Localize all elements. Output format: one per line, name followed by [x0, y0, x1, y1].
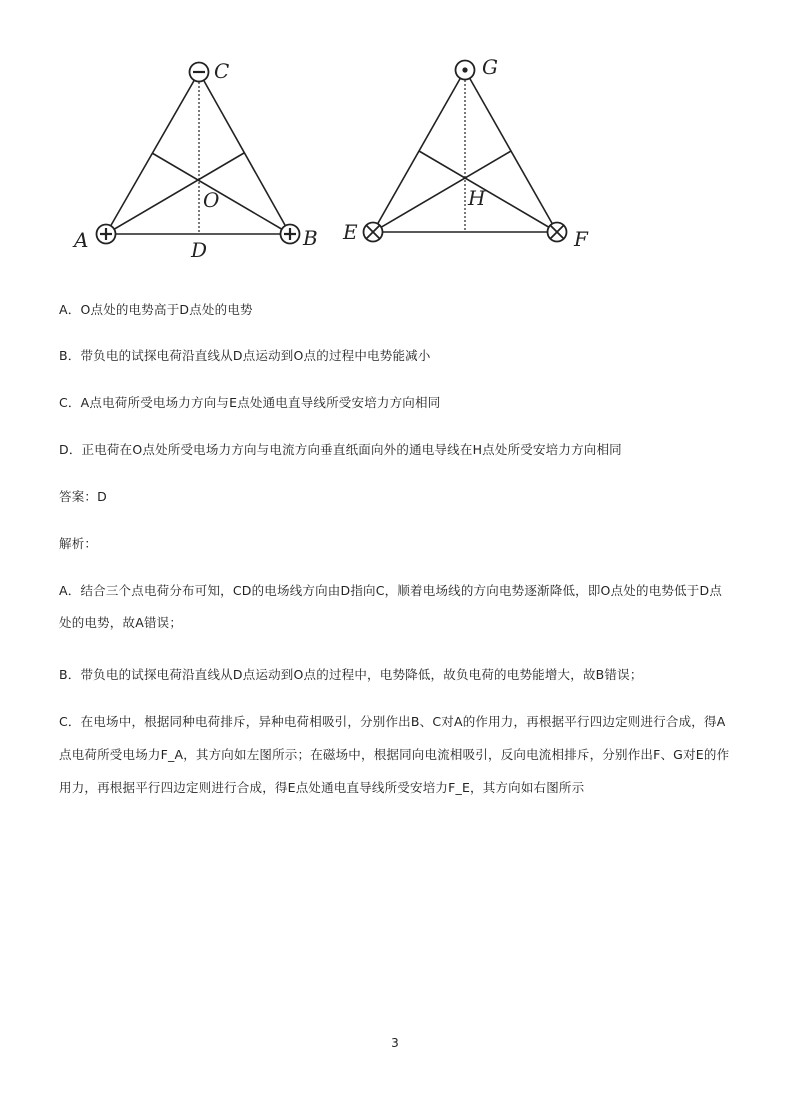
positive-charge-a	[97, 225, 116, 244]
analysis-a	[59, 575, 731, 639]
option-letter: D．	[59, 442, 82, 457]
label-a: A	[74, 228, 89, 252]
positive-charge-b	[281, 225, 300, 244]
answer: 答案：D	[59, 489, 107, 504]
option-a	[59, 294, 731, 326]
left-charge-triangle	[106, 72, 290, 234]
label-d: D	[191, 238, 208, 262]
analysis-text: 带负电的试探电荷沿直线从D点运动到O点的过程中，电势降低，故负电荷的电势能增大，故B错误；	[80, 667, 643, 682]
label-h: H	[468, 186, 486, 210]
median-f	[419, 151, 557, 232]
right-current-triangle	[373, 70, 557, 232]
label-c: C	[214, 59, 230, 83]
analysis-text: 结合三个点电荷分布可知，CD的电场线方向由D指向C，顺着电场线的方向电势逐渐降低，即O点处的电势低于D点处的电势，故A错误；	[59, 583, 723, 630]
analysis-text: 在电场中，根据同种电荷排斥，异种电荷相吸引，分别作出B、C对A的作用力，再根据平行四边定则进行合成，得A点电荷所受电场力F_A，其方向如左图所示；在磁场中，根据同向电流相吸引，反向电流相排斥，分别作出F、G对E的作用力，再根据平行四边定则进行合成，得E点处通电直导线所受安培力F_E，其方向如右图所示	[59, 714, 730, 795]
page-number: 3	[391, 1036, 399, 1050]
analysis-letter: B．	[59, 667, 81, 682]
analysis-b	[59, 659, 731, 691]
median-a	[106, 153, 244, 234]
analysis-label: 解析：	[59, 536, 98, 551]
option-text: O点处的电势高于D点处的电势	[80, 302, 253, 317]
option-text: 带负电的试探电荷沿直线从D点运动到O点的过程中电势能减小	[80, 348, 431, 363]
analysis-letter: A．	[59, 583, 81, 598]
label-b: B	[303, 226, 318, 250]
label-g: G	[482, 55, 498, 79]
physics-diagram	[60, 52, 620, 272]
analysis-letter: C．	[59, 714, 81, 729]
median-b	[152, 153, 290, 234]
option-c	[59, 387, 731, 419]
current-out-of-page-g	[456, 61, 475, 80]
option-text: 正电荷在O点处所受电场力方向与电流方向垂直纸面向外的通电导线在H点处所受安培力方向相同	[81, 442, 622, 457]
label-o: O	[203, 188, 220, 212]
median-e	[373, 151, 511, 232]
current-into-page-e	[364, 223, 383, 242]
option-d	[59, 434, 731, 466]
current-into-page-f	[548, 223, 567, 242]
option-letter: B．	[59, 348, 81, 363]
negative-charge-c	[190, 63, 209, 82]
option-text: A点电荷所受电场力方向与E点处通电直导线所受安培力方向相同	[80, 395, 441, 410]
label-f: F	[574, 227, 588, 251]
option-b	[59, 340, 731, 372]
analysis-c	[59, 705, 731, 804]
label-e: E	[343, 220, 358, 244]
option-letter: A．	[59, 302, 81, 317]
option-letter: C．	[59, 395, 81, 410]
